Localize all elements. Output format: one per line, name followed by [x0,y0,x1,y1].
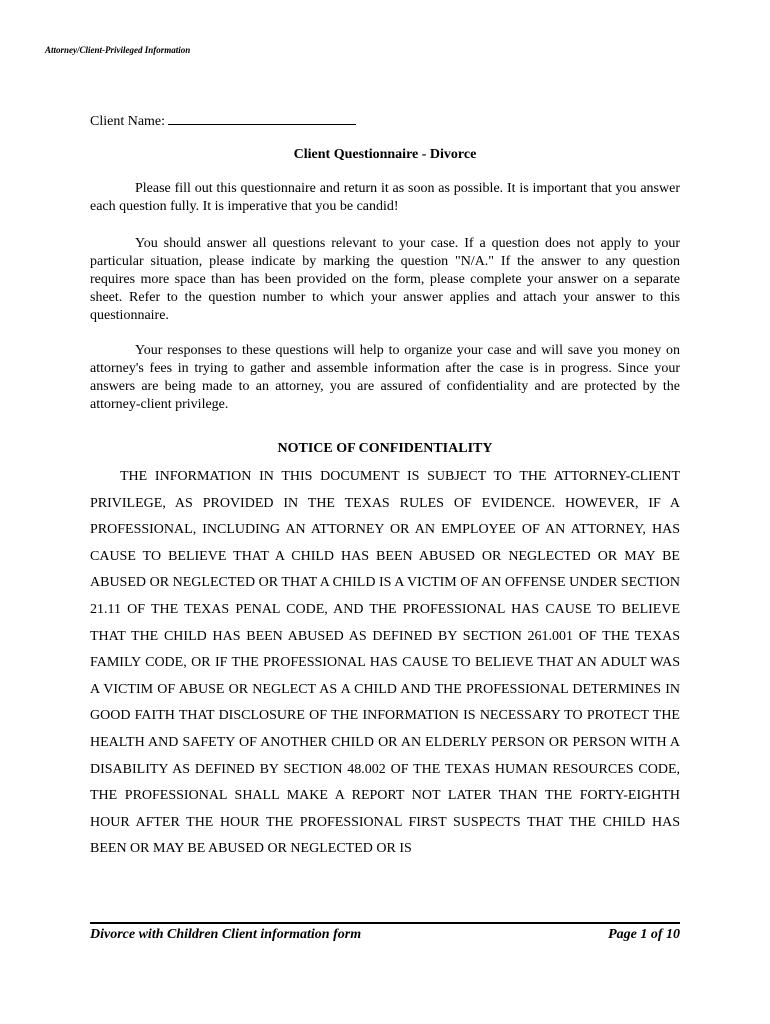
footer-form-title: Divorce with Children Client information form [90,927,362,942]
instructions-paragraph-1: Please fill out this questionnaire and return it as soon as possible. It is important that you answer each question fully. It is imperative that you be candid! [90,181,680,214]
footer-divider [90,922,680,924]
client-name-row [90,111,356,130]
page-title: Client Questionnaire - Divorce [293,147,477,162]
notice-title: NOTICE OF CONFIDENTIALITY [277,441,493,456]
client-name-field[interactable] [168,111,356,125]
instructions-paragraph-3: Your responses to these questions will help to organize your case and will save you money on attorney's fees in trying to gather and assemble information after the case is in progress. Since your answers are being made to an attorney, you are assured of confidentiality and are protected by the attorney-client privilege. [90,343,680,412]
notice-body: THE INFORMATION IN THIS DOCUMENT IS SUBJECT TO THE ATTORNEY-CLIENT PRIVILEGE, AS PROVIDED IN THE TEXAS RULES OF EVIDENCE. HOWEVER, IF A PROFESSIONAL, INCLUDING AN ATTORNEY OR AN EMPLOYEE OF AN ATTORNEY, HAS CAUSE TO BELIEVE THAT A CHILD HAS BEEN ABUSED OR NEGLECTED OR MAY BE ABUSED OR NEGLECTED OR THAT A CHILD IS A VICTIM OF AN OFFENSE UNDER SECTION 21.11 OF THE TEXAS PENAL CODE, AND THE PROFESSIONAL HAS CAUSE TO BELIEVE THAT THE CHILD HAS BEEN ABUSED AS DEFINED BY SECTION 261.001 OF THE TEXAS FAMILY CODE, OR IF THE PROFESSIONAL HAS CAUSE TO BELIEVE THAT AN ADULT WAS A VICTIM OF ABUSE OR NEGLECT AS A CHILD AND THE PROFESSIONAL DETERMINES IN GOOD FAITH THAT DISCLOSURE OF THE INFORMATION IS NECESSARY TO PROTECT THE HEALTH AND SAFETY OF ANOTHER CHILD OR AN ELDERLY PERSON OR PERSON WITH A DISABILITY AS DEFINED BY SECTION 48.002 OF THE TEXAS HUMAN RESOURCES CODE, THE PROFESSIONAL SHALL MAKE A REPORT NOT LATER THAN THE FORTY-EIGHTH HOUR AFTER THE HOUR THE PROFESSIONAL FIRST SUSPECTS THAT THE CHILD HAS BEEN OR MAY BE ABUSED OR NEGLECTED OR IS [90,469,680,857]
instructions-paragraph-2: You should answer all questions relevant to your case. If a question does not apply to your particular situation, please indicate by marking the question "N/A." If the answer to any question requires more space than has been provided on the form, please complete your answer on a separate sheet. Refer to the question number to which your answer applies and attach your answer to this questionnaire. [90,236,680,323]
privilege-header: Attorney/Client-Privileged Information [45,45,191,55]
page-number: Page 1 of 10 [608,927,680,942]
client-name-label: Client Name: [90,114,166,129]
